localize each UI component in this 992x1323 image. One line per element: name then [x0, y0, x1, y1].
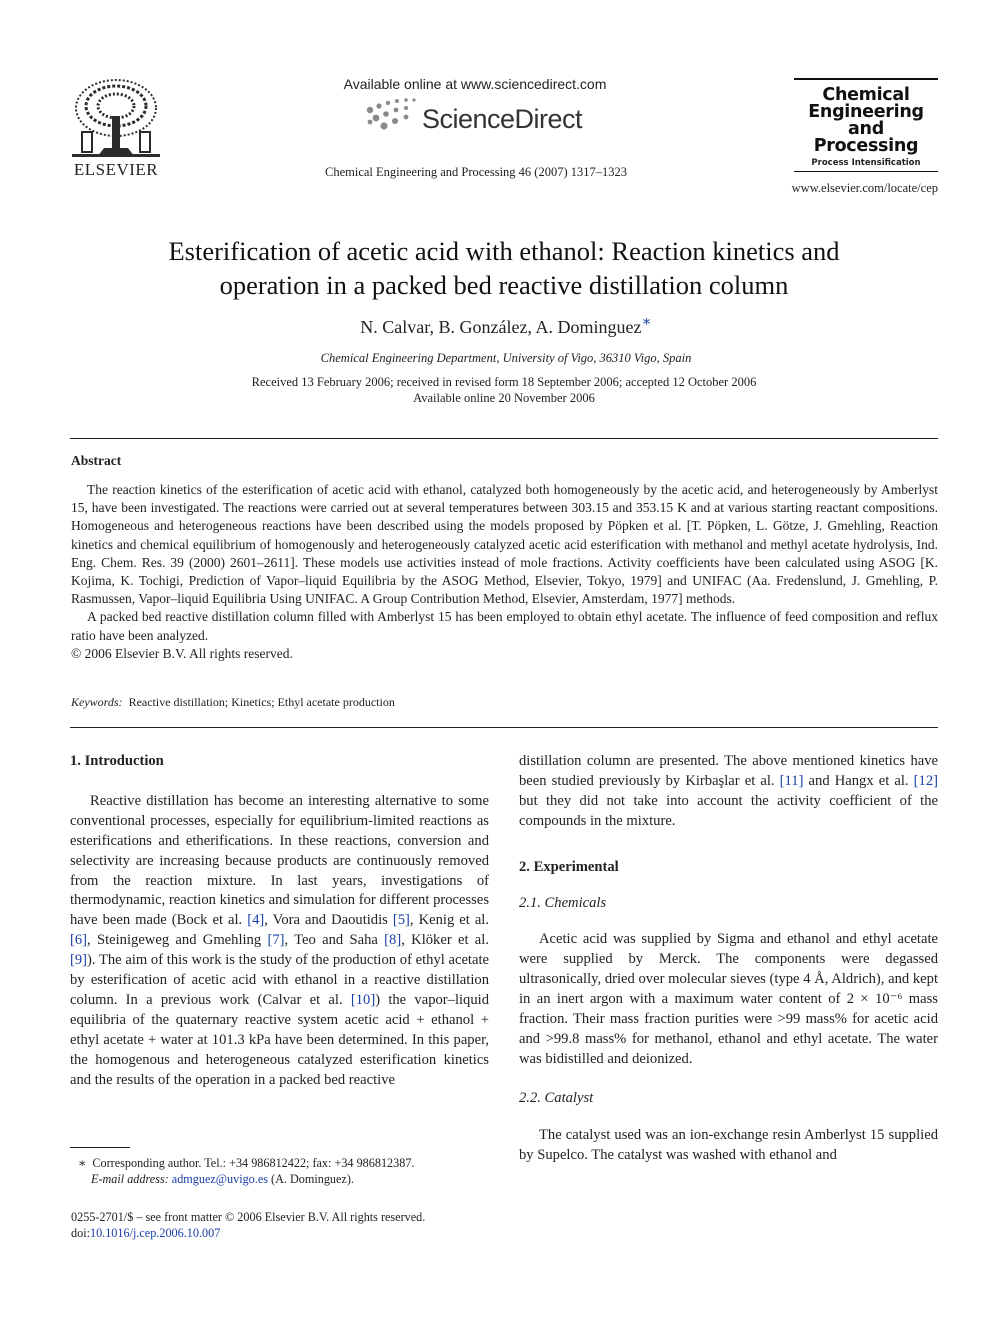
- author-list: [200, 314, 812, 338]
- divider: [70, 727, 938, 728]
- catalyst-paragraph: The catalyst used was an ion-exchange resin Amberlyst 15 supplied by Supelco. The catalyst was washed with ethanol and: [519, 1126, 938, 1163]
- copyright-notice: © 2006 Elsevier B.V. All rights reserved.: [71, 645, 293, 661]
- available-online-text: Available online at www.sciencedirect.com: [343, 76, 607, 92]
- reference-link[interactable]: [6]: [70, 932, 88, 949]
- footnote-mark: ∗: [78, 1156, 87, 1170]
- front-matter-notice: 0255-2701/$ – see front matter © 2006 Elsevier B.V. All rights reserved.: [71, 1210, 426, 1224]
- footnote-rule: [70, 1147, 130, 1148]
- text-run: , Steinigeweg and Gmehling: [87, 932, 268, 949]
- journal-logo-line: Processing: [813, 136, 919, 156]
- abstract-paragraph: A packed bed reactive distillation column filled with Amberlyst 15 has been employed to obtain ethyl acetate. The influence of feed composition and reflux ratio have been analyzed.: [71, 609, 938, 643]
- section-heading-introduction: 1. Introduction: [70, 753, 164, 769]
- subsection-heading-chemicals: 2.1. Chemicals: [519, 894, 607, 911]
- publisher-name: ELSEVIER: [73, 160, 159, 179]
- abstract-body: [71, 481, 938, 663]
- section-heading-experimental: 2. Experimental: [519, 858, 619, 875]
- sciencedirect-wordmark: ScienceDirect: [422, 104, 583, 134]
- reference-link[interactable]: [5]: [392, 912, 410, 929]
- journal-logo-subtitle: Process Intensification: [811, 158, 921, 168]
- text-run: ). The aim of this work is the study of the production of ethyl acetate by esterification of acetic acid with ethanol in a reactive distillation column. In a previous work (Calvar et al.: [70, 952, 489, 1008]
- journal-logo-rule-top: [794, 78, 938, 80]
- email-suffix: (A. Dominguez).: [267, 1172, 354, 1186]
- doi-line: [71, 1225, 220, 1241]
- keywords: [71, 695, 395, 710]
- email-label: E-mail address:: [91, 1172, 169, 1186]
- text-run: , Vora and Daoutidis: [264, 912, 393, 929]
- left-column: [70, 752, 489, 1091]
- journal-logo-line: Engineering: [808, 102, 924, 122]
- journal-logo-line: Chemical: [822, 85, 910, 105]
- title-line: Esterification of acetic acid with ethanol: Reaction kinetics and: [168, 236, 840, 266]
- corresponding-author-text: Corresponding author. Tel.: +34 986812422; fax: +34 986812387.: [92, 1156, 415, 1170]
- authors-text: N. Calvar, B. González, A. Dominguez: [360, 317, 642, 337]
- article-history: [150, 374, 858, 406]
- keywords-label: Keywords:: [71, 695, 123, 709]
- reference-link[interactable]: [11]: [779, 772, 804, 789]
- text-run: and Hangx et al.: [803, 772, 914, 789]
- text-run: but they did not take into account the activity coefficient of the compounds in the mixture.: [519, 792, 938, 829]
- reference-link[interactable]: [10]: [350, 991, 376, 1008]
- email-note: [91, 1171, 354, 1187]
- journal-url-link[interactable]: www.elsevier.com/locate/cep: [791, 181, 938, 195]
- received-dates: Received 13 February 2006; received in revised form 18 September 2006; accepted 12 October 2006: [251, 375, 757, 389]
- chemicals-paragraph: Acetic acid was supplied by Sigma and ethanol and ethyl acetate were supplied by Merck. The components were degassed ultrasonically, dried over molecular sieves (type 4 Å, Aldrich), and kept in an inert argon with a maximum water content of 2 × 10⁻⁶ mass fraction. Their mass fraction purities were >99 mass% for acetic acid and >99.8 mass% for methanol, ethanol and ethyl acetate. The water was bidistilled and deionized.: [519, 931, 938, 1067]
- text-run: , Kenig et al.: [409, 912, 490, 929]
- abstract-paragraph: The reaction kinetics of the esterification of acetic acid with ethanol, catalyzed both homogeneously by the acetic acid, and heterogeneously by Amberlyst 15, have been investigated. The reactions were carried out at several temperatures between 303.15 and 353.15 K and at various starting reactant compositions. Homogeneous and heterogeneous reactions have been described using the models proposed by Pöpken et al. [T. Pöpken, L. Götze, J. Gmehling, Reaction kinetics and chemical equilibrium of homogenously and heterogeneously catalyzed acetic acid esterification with methanol and methyl acetate hydrolysis, Ind. Eng. Chem. Res. 39 (2000) 2601–2611]. These models use activities instead of mole fractions. Activity coefficients have been calculated using ASOG [K. Kojima, K. Tochigi, Prediction of Vapor–liquid Equilibria by the ASOG Method, Elsevier, Tokyo, 1979] and UNIFAC (Aa. Fredenslund, J. Gmehling, P. Rasmussen, Vapor–liquid Equilibria Using UNIFAC. A Group Contribution Method, Elsevier, Amsterdam, 1977] methods.: [71, 482, 938, 607]
- journal-logo-line: and: [848, 119, 884, 139]
- reference-link[interactable]: [12]: [913, 772, 938, 789]
- affiliation: Chemical Engineering Department, University of Vigo, 36310 Vigo, Spain: [320, 351, 692, 365]
- reference-link[interactable]: [8]: [384, 932, 402, 949]
- doi-label: doi:: [71, 1226, 90, 1240]
- doi-link[interactable]: 10.1016/j.cep.2006.10.007: [89, 1226, 221, 1240]
- introduction-paragraph: [70, 792, 489, 1091]
- title-line: operation in a packed bed reactive distillation column: [219, 270, 789, 300]
- text-run: Reactive distillation has become an interesting alternative to some conventional processes, especially for equilibrium-limited reactions as esterifications and etherifications. In these reactions, conversion and selectivity are increasing because products are continuously removed from the reaction mixture. In last years, investigations of thermodynamic, reaction kinetics and simulation for different processes have been made (Bock et al.: [70, 792, 489, 929]
- abstract-heading: Abstract: [71, 453, 122, 468]
- article-title: [110, 234, 898, 302]
- journal-logo: [794, 78, 938, 172]
- keywords-list: Reactive distillation; Kinetics; Ethyl acetate production: [128, 695, 395, 709]
- reference-link[interactable]: [4]: [247, 912, 265, 929]
- reference-link[interactable]: [9]: [70, 952, 88, 969]
- divider: [70, 438, 938, 439]
- text-run: , Klöker et al.: [401, 932, 489, 949]
- journal-logo-rule-bottom: [794, 171, 938, 172]
- text-run: , Teo and Saha: [284, 932, 385, 949]
- introduction-paragraph-continued: [519, 752, 938, 832]
- corresponding-author-note: [78, 1155, 414, 1171]
- journal-citation: Chemical Engineering and Processing 46 (2007) 1317–1323: [324, 165, 628, 179]
- subsection-heading-catalyst: 2.2. Catalyst: [519, 1089, 594, 1106]
- text-run: distillation column are presented. The above mentioned kinetics have been studied previously by Kirbaşlar et al.: [519, 753, 938, 789]
- reference-link[interactable]: [7]: [267, 932, 285, 949]
- right-column: [519, 752, 938, 1166]
- text-run: ) the vapor–liquid equilibria of the quaternary reactive system acetic acid + ethanol + ethyl acetate + water at 101.3 kPa have been determined. In this paper, the homogenous and heterogeneous catalyzed esterification kinetics and the results of the operation in a packed bed reactive: [70, 991, 489, 1088]
- corresponding-author-mark[interactable]: ∗: [641, 314, 652, 330]
- email-link[interactable]: admguez@uvigo.es: [171, 1172, 268, 1186]
- available-online-date: Available online 20 November 2006: [413, 391, 595, 405]
